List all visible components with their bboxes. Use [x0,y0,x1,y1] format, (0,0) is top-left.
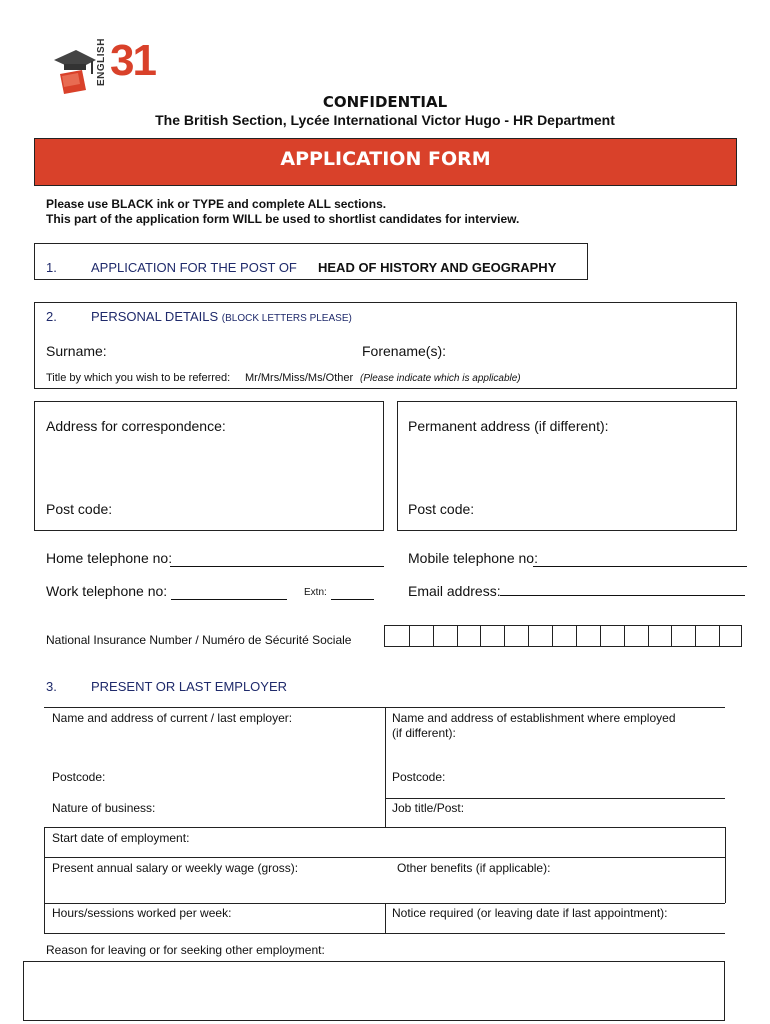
section-3-number: 3. [46,679,57,694]
reason-for-leaving-box[interactable] [23,961,725,1021]
section-2-label [91,309,352,324]
mobile-telephone-label: Mobile telephone no: [408,550,538,566]
banner-title: APPLICATION FORM [280,148,491,170]
section-2-number: 2. [46,309,57,324]
employer-postcode-label[interactable]: Postcode: [52,770,106,784]
extension-field[interactable] [331,599,374,600]
correspondence-postcode-label: Post code: [46,501,113,517]
ni-number-boxes[interactable] [384,625,742,647]
section-3-label: PRESENT OR LAST EMPLOYER [91,679,288,694]
ni-number-cell-divider [624,626,625,646]
surname-field[interactable]: Surname: [46,343,107,359]
ni-number-cell-divider [433,626,434,646]
post-applied-for[interactable]: HEAD OF HISTORY AND GEOGRAPHY [318,260,557,275]
logo [52,36,155,92]
section-2-title: PERSONAL DETAILS [91,309,219,324]
section-1-box [34,243,588,280]
ni-number-cell-divider [552,626,553,646]
reason-for-leaving-label: Reason for leaving or for seeking other employment: [46,943,325,957]
permanent-address-box[interactable] [397,401,737,531]
ni-number-cell-divider [409,626,410,646]
application-form-banner [34,138,737,186]
salary-label[interactable]: Present annual salary or weekly wage (gross): [52,861,299,875]
section-1-label: APPLICATION FOR THE POST OF [91,260,297,275]
start-date-label[interactable]: Start date of employment: [52,831,190,845]
email-label: Email address: [408,583,501,599]
correspondence-address-box[interactable] [34,401,384,531]
nature-of-business-label[interactable]: Nature of business: [52,801,156,815]
job-title-label[interactable]: Job title/Post: [392,801,465,815]
instruction-line-2: This part of the application form WILL be used to shortlist candidates for interview. [46,212,520,226]
extension-label: Extn: [304,587,327,598]
establishment-label[interactable]: Name and address of establishment where employed [392,711,676,725]
permanent-postcode-label: Post code: [408,501,475,517]
section-1-number: 1. [46,260,57,275]
ni-number-cell-divider [719,626,720,646]
hours-worked-label[interactable]: Hours/sessions worked per week: [52,906,232,920]
notice-required-label[interactable]: Notice required (or leaving date if last appointment): [392,906,668,920]
ni-number-cell-divider [528,626,529,646]
permanent-address-label: Permanent address (if different): [408,418,609,434]
work-telephone-label: Work telephone no: [46,583,168,599]
other-benefits-label[interactable]: Other benefits (if applicable): [397,861,551,875]
confidential-heading: CONFIDENTIAL [322,93,448,111]
logo-english-text: ENGLISH [96,38,107,86]
mobile-telephone-field[interactable] [533,566,747,567]
title-note: (Please indicate which is applicable) [360,373,521,384]
home-telephone-field[interactable] [170,566,384,567]
instruction-line-1: Please use BLACK ink or TYPE and complete ALL sections. [46,197,387,211]
department-subtitle: The British Section, Lycée International Victor Hugo - HR Department [155,112,615,128]
home-telephone-label: Home telephone no: [46,550,173,566]
ni-number-cell-divider [480,626,481,646]
establishment-note: (if different): [392,726,456,740]
correspondence-address-label: Address for correspondence: [46,418,226,434]
email-field[interactable] [500,595,745,596]
employer-table [44,707,725,933]
logo-number: 31 [110,36,155,85]
ni-number-cell-divider [576,626,577,646]
ni-number-label: National Insurance Number / Numéro de Sécurité Sociale [46,633,352,647]
ni-number-cell-divider [671,626,672,646]
ni-number-cell-divider [648,626,649,646]
ni-number-cell-divider [600,626,601,646]
employer-name-address-label[interactable]: Name and address of current / last employer: [52,711,293,725]
ni-number-cell-divider [504,626,505,646]
forenames-field[interactable]: Forename(s): [362,343,447,359]
title-options[interactable]: Mr/Mrs/Miss/Ms/Other [245,372,354,384]
section-2-box [34,302,737,389]
establishment-postcode-label[interactable]: Postcode: [392,770,446,784]
ni-number-cell-divider [695,626,696,646]
work-telephone-field[interactable] [171,599,287,600]
title-label: Title by which you wish to be referred: [46,372,231,384]
block-letters-note: (BLOCK LETTERS PLEASE) [221,313,352,324]
graduation-cap-icon [52,46,98,94]
ni-number-cell-divider [457,626,458,646]
